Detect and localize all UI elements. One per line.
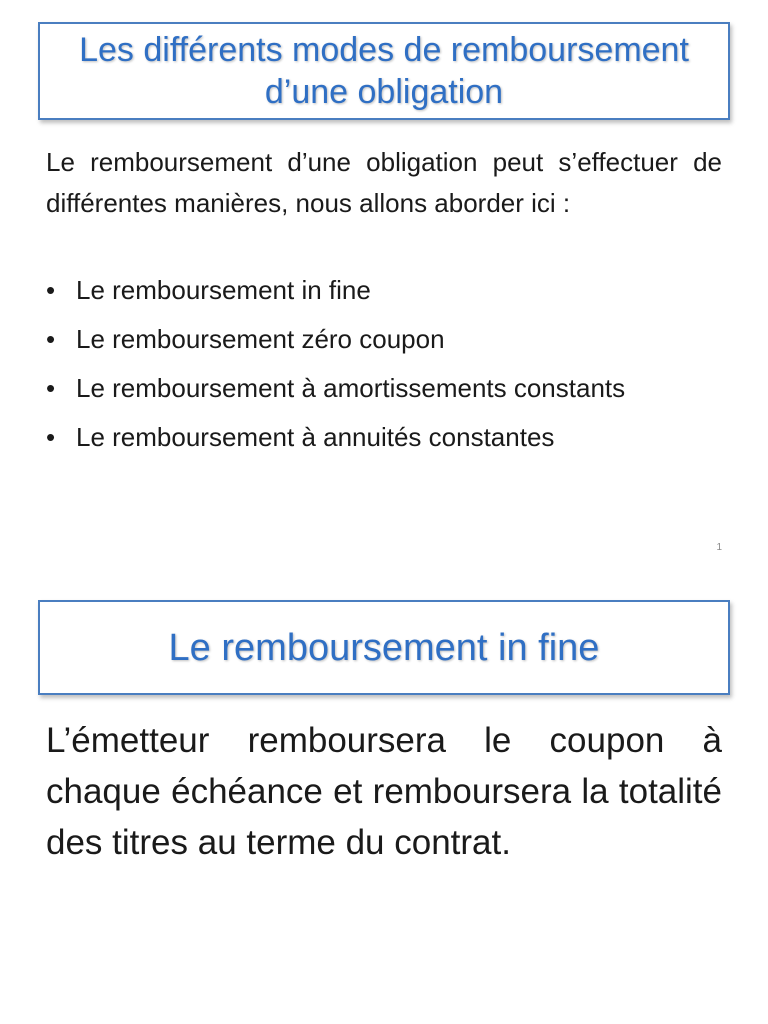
- bullet-icon: •: [46, 324, 56, 354]
- bullet-icon: •: [46, 275, 56, 305]
- bullet-item: [46, 319, 722, 359]
- bullet-item: [46, 417, 722, 457]
- slide-1-title-box: [38, 22, 730, 120]
- slide-2-body-text: L’émetteur remboursera le coupon à chaque échéance et remboursera la totalité des titres au terme du contrat.: [46, 721, 722, 862]
- bullet-text: Le remboursement in fine: [76, 275, 371, 305]
- bullet-icon: •: [46, 422, 56, 452]
- bullet-item: [46, 368, 722, 408]
- bullet-item: [46, 270, 722, 310]
- bullet-text: Le remboursement à annuités constantes: [76, 422, 555, 452]
- bullet-text: Le remboursement à amortissements constants: [76, 373, 626, 403]
- slide-2: [0, 575, 768, 1024]
- slide-1-title: Les différents modes de remboursement d’une obligation: [79, 31, 689, 111]
- slide-1-intro-text: Le remboursement d’une obligation peut s’effectuer de différentes manières, nous allons aborder ici :: [46, 147, 722, 218]
- slide-2-title: Le remboursement in fine: [168, 626, 600, 669]
- page-number: 1: [716, 542, 722, 553]
- bullet-icon: •: [46, 373, 56, 403]
- slide-2-title-box: [38, 600, 730, 695]
- slide-1-bullet-list: [46, 270, 722, 466]
- bullet-text: Le remboursement zéro coupon: [76, 324, 445, 354]
